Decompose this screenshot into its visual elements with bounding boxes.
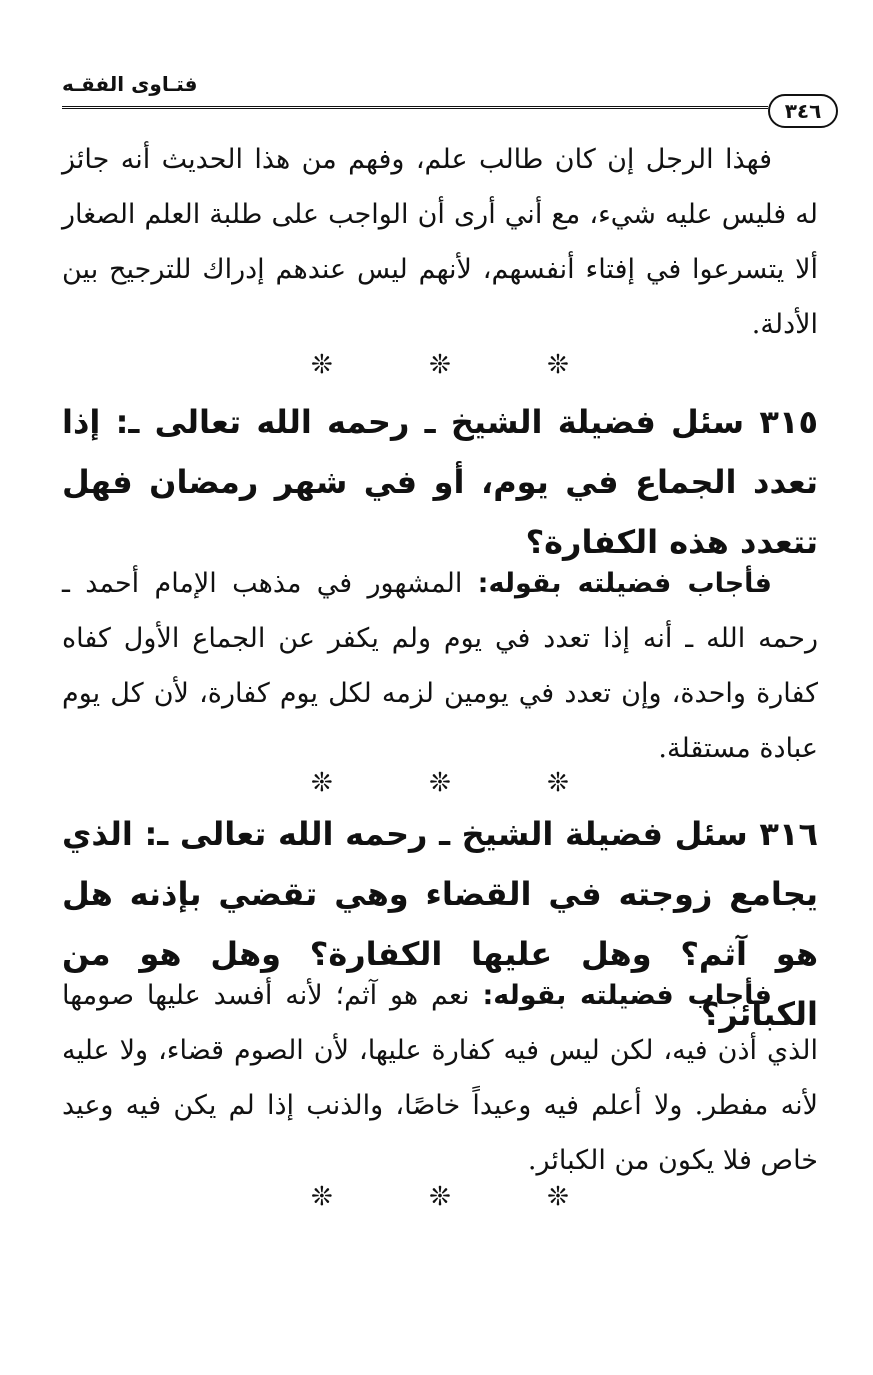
section-separator: ❊ ❊ ❊ [311, 1182, 613, 1212]
section-separator: ❊ ❊ ❊ [311, 350, 613, 380]
fatwa-316-question: ٣١٦ سئل فضيلة الشيخ ـ رحمه الله تعالى ـ: الذي يجامع زوجته في القضاء وهي تقضي بإذنه هل هو آثم؟ وهل عليها الكفارة؟ وهل هو من الكبائر؟ [62, 815, 818, 1033]
fatwa-315-answer-text: المشهور في مذهب الإمام أحمد ـ رحمه الله ـ أنه إذا تعدد في يوم ولم يكفر عن الجماع الأول كفاه كفارة واحدة، وإن تعدد في يومين لزمه لكل يوم كفارة، لأن كل يوم عبادة مستقلة. [62, 568, 818, 764]
fatwa-316-answer-lead: فأجاب فضيلته بقوله: [482, 980, 772, 1011]
fatwa-315-answer-lead: فأجاب فضيلته بقوله: [477, 568, 772, 599]
header-rule [62, 106, 768, 109]
section-separator: ❊ ❊ ❊ [311, 768, 613, 798]
fatwa-316-answer [62, 968, 818, 1188]
fatwa-316-answer-text: نعم هو آثم؛ لأنه أفسد عليها صومها الذي أذن فيه، لكن ليس فيه كفارة عليها، لأن الصوم قضاء، ولا عليه لأنه مفطر. ولا أعلم فيه وعيداً خاصًا، والذنب إذا لم يكن فيه وعيد خاص فلا يكون من الكبائر. [62, 980, 818, 1176]
fatwa-315-question: ٣١٥ سئل فضيلة الشيخ ـ رحمه الله تعالى ـ: إذا تعدد الجماع في يوم، أو في شهر رمضان فهل تتعدد هذه الكفارة؟ [62, 403, 818, 561]
intro-paragraph: فهذا الرجل إن كان طالب علم، وفهم من هذا الحديث أنه جائز له فليس عليه شيء، مع أني أرى أن الواجب على طلبة العلم الصغار ألا يتسرعوا في إفتاء أنفسهم، لأنهم ليس عندهم إدراك للترجيح بين الأدلة. [62, 144, 818, 340]
fatwa-315-answer [62, 556, 818, 776]
page-number: ٣٤٦ [768, 94, 838, 128]
running-header-title: فتـاوى الفقـه [62, 72, 198, 96]
